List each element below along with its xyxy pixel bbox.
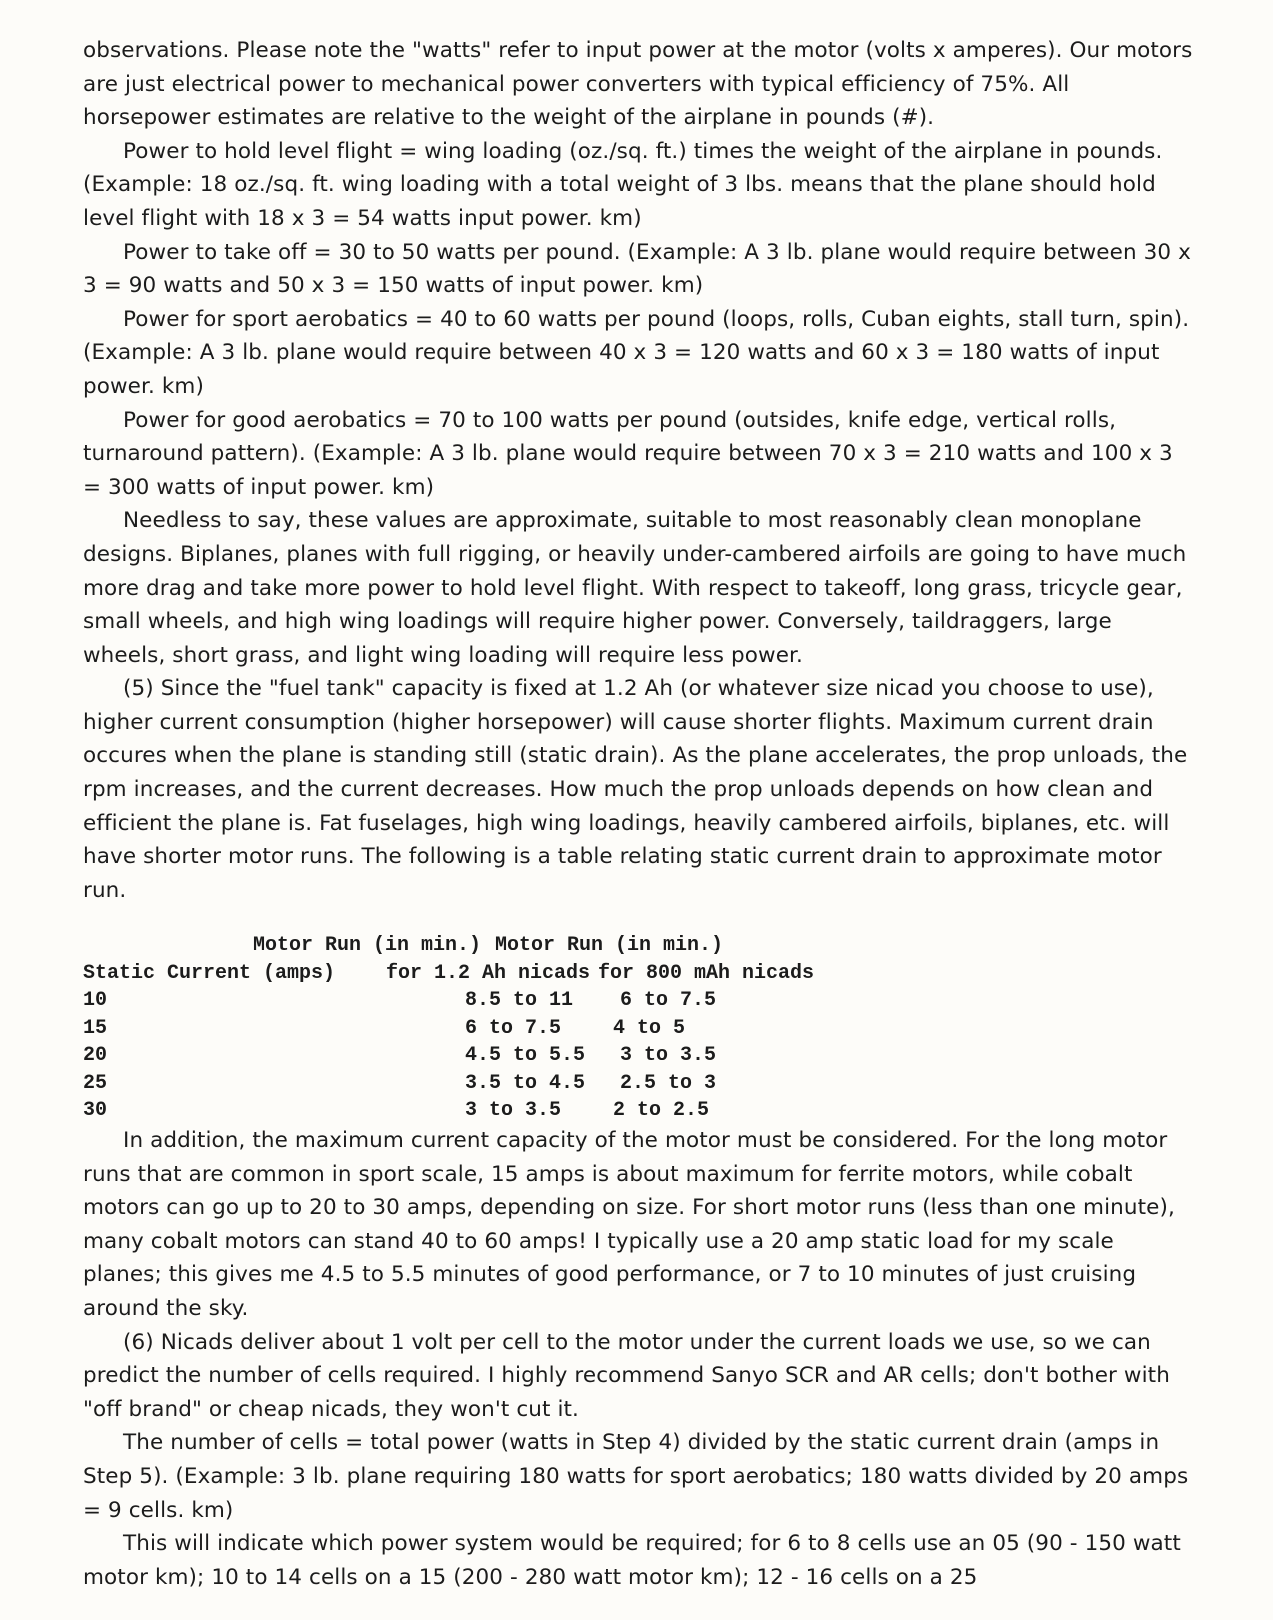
cell-run-800mah: 2 to 2.5 [613,1099,710,1122]
table-row [83,1044,843,1072]
table-row [83,1099,843,1127]
paragraph-observations: observations. Please note the "watts" refer to input power at the motor (volts x amperes). Our motors are just electrical power to mechanical power converters with typical efficiency of 75%. All horsepower estimates are relative to the weight of the airplane in pounds (#). [83,38,1193,131]
body-text-top [83,34,1193,907]
cell-amps: 25 [83,1071,108,1095]
paragraph-power-system: This will indicate which power system would be required; for 6 to 8 cells use an 05 (90 - 150 watt motor km); 10 to 14 cells on a 15 (200 - 280 watt motor km); 12 - 16 cells on a 25 [83,1531,1181,1590]
cell-amps: 10 [83,989,108,1012]
paragraph-step-6: (6) Nicads deliver about 1 volt per cell to the motor under the current loads we use, so we can predict the number of cells required. I highly recommend Sanyo SCR and AR cells; don't bother with "off brand" or cheap nicads, they won't cut it. [83,1329,1170,1422]
paragraph-take-off: Power to take off = 30 to 50 watts per pound. (Example: A 3 lb. plane would require between 30 x 3 = 90 watts and 50 x 3 = 150 watts of input power. km) [83,239,1191,299]
cell-run-800mah: 3 to 3.5 [620,1044,717,1067]
cell-run-1-2ah: 3 to 3.5 [465,1099,562,1122]
cell-run-1-2ah: 6 to 7.5 [465,1016,562,1040]
body-text-bottom [83,1124,1193,1594]
table-header [83,934,843,989]
header-motor-run-2: Motor Run (in min.) [495,934,724,957]
table-row [83,1072,843,1100]
cell-amps: 15 [83,1016,108,1040]
cell-amps: 30 [83,1099,108,1122]
paragraph-current-capacity: In addition, the maximum current capacity of the motor must be considered. For the long motor runs that are common in sport scale, 15 amps is about maximum for ferrite motors, while cobalt motors can go up to 20 to 30 amps, depending on size. For short motor runs (less than one minute), many cobalt motors can stand 40 to 60 amps! I typically use a 20 amp static load for my scale planes; this gives me 4.5 to 5.5 minutes of good performance, or 7 to 10 minutes of just cruising around the sky. [83,1128,1175,1321]
table-row [83,1017,843,1045]
paragraph-step-5: (5) Since the "fuel tank" capacity is fixed at 1.2 Ah (or whatever size nicad you choose to use), higher current consumption (higher horsepower) will cause shorter flights. Maximum current drain occures when the plane is standing still (static drain). As the plane accelerates, the prop unloads, the rpm increases, and the current decreases. How much the prop unloads depends on how clean and efficient the plane is. Fat fuselages, high wing loadings, heavily cambered airfoils, biplanes, etc. will have shorter motor runs. The following is a table relating static current drain to approximate motor run. [83,676,1188,903]
paragraph-number-of-cells: The number of cells = total power (watts in Step 4) divided by the static current drain (amps in Step 5). (Example: 3 lb. plane requiring 180 watts for sport aerobatics; 180 watts divided by 20 amps = 9 cells. km) [83,1430,1189,1523]
cell-run-1-2ah: 8.5 to 11 [465,989,574,1012]
paragraph-approximate-values: Needless to say, these values are approximate, suitable to most reasonably clean monoplane designs. Biplanes, planes with full rigging, or heavily under-cambered airfoils are going to have much more drag and take more power to hold level flight. With respect to takeoff, long grass, tricycle gear, small wheels, and high wing loadings will require higher power. Conversely, taildraggers, large wheels, short grass, and light wing loading will require less power. [83,508,1187,668]
paragraph-level-flight: Power to hold level flight = wing loading (oz./sq. ft.) times the weight of the airplane in pounds. (Example: 18 oz./sq. ft. wing loading with a total weight of 3 lbs. means that the plane should hold level flight with 18 x 3 = 54 watts input power. km) [83,138,1163,231]
header-800mah: for 800 mAh nicads [598,962,815,985]
cell-run-1-2ah: 3.5 to 4.5 [465,1071,586,1095]
cell-amps: 20 [83,1044,108,1067]
header-static-current: Static Current (amps) [83,962,336,985]
motor-run-table [83,934,843,1127]
header-1-2ah: for 1.2 Ah nicads [386,962,591,985]
cell-run-1-2ah: 4.5 to 5.5 [465,1044,586,1067]
paragraph-sport-aerobatics: Power for sport aerobatics = 40 to 60 watts per pound (loops, rolls, Cuban eights, stall turn, spin). (Example: A 3 lb. plane would require between 40 x 3 = 120 watts and 60 x 3 = 180 watts of input power. km) [83,306,1190,399]
cell-run-800mah: 6 to 7.5 [620,989,717,1012]
cell-run-800mah: 2.5 to 3 [620,1071,717,1095]
table-row [83,989,843,1017]
paragraph-good-aerobatics: Power for good aerobatics = 70 to 100 watts per pound (outsides, knife edge, vertical rolls, turnaround pattern). (Example: A 3 lb. plane would require between 70 x 3 = 210 watts and 100 x 3 = 300 watts of input power. km) [83,407,1173,500]
header-motor-run-1: Motor Run (in min.) [253,934,482,957]
cell-run-800mah: 4 to 5 [613,1016,686,1040]
